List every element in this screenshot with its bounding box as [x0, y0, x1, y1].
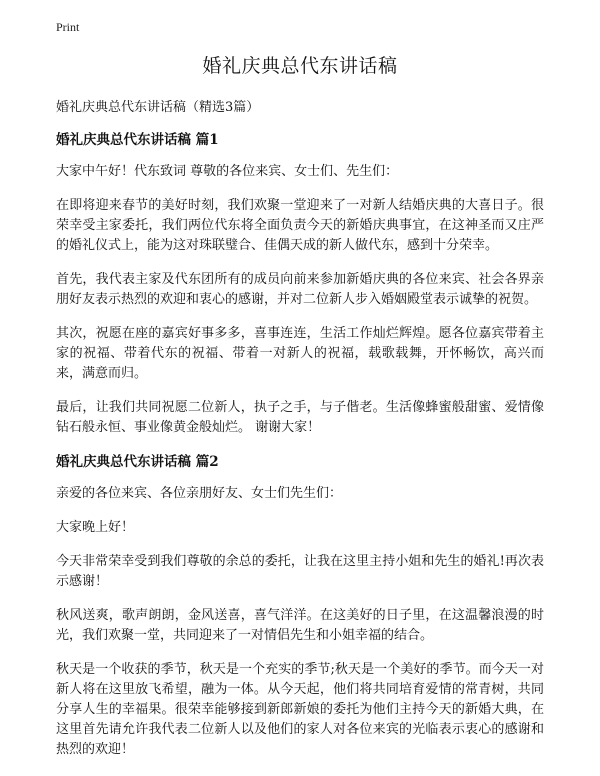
- paragraph: 在即将迎来春节的美好时刻，我们欢聚一堂迎来了一对新人结婚庆典的大喜日子。很荣幸受主家委托，我们两位代东将全面负责今天的新婚庆典事宜，在这神圣而又庄严的婚礼仪式上，能为这对珠联璧合、佳偶天成的新人做代东，感到十分荣幸。: [56, 198, 544, 253]
- paragraph: 首先，我代表主家及代东团所有的成员向前来参加新婚庆典的各位来宾、社会各界亲朋好友表示热烈的欢迎和衷心的感谢，并对二位新人步入婚姻殿堂表示诚挚的祝贺。: [56, 272, 544, 307]
- paragraph: 秋天是一个收获的季节，秋天是一个充实的季节;秋天是一个美好的季节。而今天一对新人将在这里放飞希望，融为一体。从今天起，他们将共同培育爱情的常青树，共同分享人生的幸福果。很荣幸能够接到新郎新娘的委托为他们主持今天的新婚大典，在这里首先请允许我代表二位新人以及他们的家人对各位来宾的光临表示衷心的感谢和热烈的欢迎！: [56, 662, 544, 757]
- paragraph: 其次，祝愿在座的嘉宾好事多多，喜事连连，生活工作灿烂辉煌。愿各位嘉宾带着主家的祝福、带着代东的祝福、带着一对新人的祝福，载歌载舞，开怀畅饮，高兴而来，满意而归。: [56, 326, 544, 381]
- paragraph: 秋风送爽，歌声朗朗，金风送喜，喜气洋洋。在这美好的日子里，在这温馨浪漫的时光，我们欢聚一堂，共同迎来了一对情侣先生和小姐幸福的结合。: [56, 608, 544, 643]
- paragraph: 最后，让我们共同祝愿二位新人，执子之手，与子偕老。生活像蜂蜜般甜蜜、爱情像钻石般永恒、事业像黄金般灿烂。 谢谢大家！: [56, 400, 544, 435]
- section-heading: 婚礼庆典总代东讲话稿 篇2: [56, 454, 219, 470]
- paragraph: 大家晚上好！: [56, 520, 135, 535]
- paragraph: 今天非常荣幸受到我们尊敬的余总的委托，让我在这里主持小姐和先生的婚礼!再次表示感谢！: [56, 554, 544, 589]
- section-1: [56, 130, 544, 438]
- document-intro: 婚礼庆典总代东讲话稿（精选3篇）: [56, 100, 260, 115]
- section-2: [56, 452, 544, 760]
- paragraph: 亲爱的各位来宾、各位亲朋好友、女士们先生们：: [56, 486, 343, 501]
- print-link[interactable]: Print: [56, 20, 80, 34]
- document-title: 婚礼庆典总代东讲话稿: [202, 55, 398, 77]
- section-heading: 婚礼庆典总代东讲话稿 篇1: [56, 132, 219, 148]
- paragraph: 大家中午好！代东致词 尊敬的各位来宾、女士们、先生们：: [56, 164, 399, 179]
